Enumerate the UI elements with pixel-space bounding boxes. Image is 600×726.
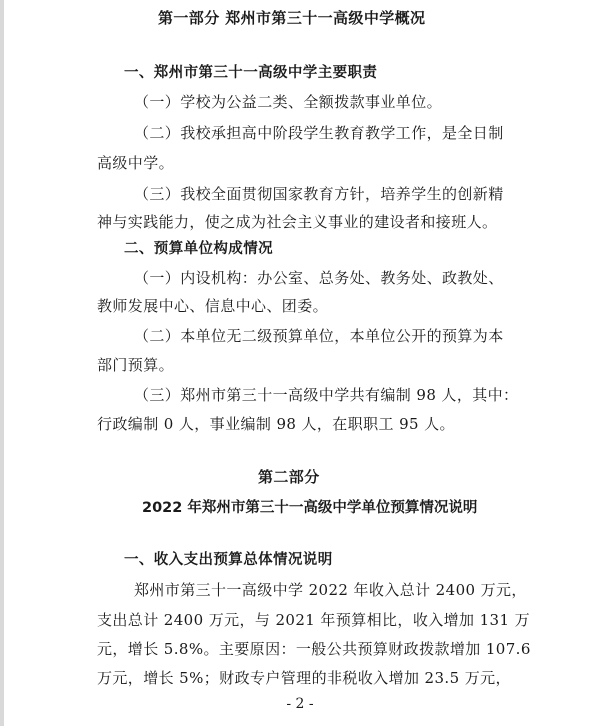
page-number: - 2 - <box>286 696 314 712</box>
paragraph-line: 万元，增长 5%；财政专户管理的非税收入增加 23.5 万元， <box>97 669 511 687</box>
paragraph-line: （二）本单位无二级预算单位，本单位公开的预算为本 <box>134 327 504 345</box>
section-heading: 一、郑州市第三十一高级中学主要职责 <box>124 65 378 81</box>
section-heading: 一、收入支出预算总体情况说明 <box>124 552 333 568</box>
paragraph-line: 教师发展中心、信息中心、团委。 <box>97 297 329 315</box>
paragraph-line: 行政编制 0 人，事业编制 98 人，在职职工 95 人。 <box>97 415 455 433</box>
paragraph-line: （三）郑州市第三十一高级中学共有编制 98 人，其中： <box>134 386 519 404</box>
paragraph-line: 部门预算。 <box>97 356 175 374</box>
paragraph-line: （二）我校承担高中阶段学生教育教学工作，是全日制 <box>134 124 504 142</box>
paragraph-line: 郑州市第三十一高级中学 2022 年收入总计 2400 万元， <box>134 581 527 599</box>
paragraph-line: （一）内设机构：办公室、总务处、教务处、政教处、 <box>134 269 504 287</box>
part2-subtitle: 2022 年郑州市第三十一高级中学单位预算情况说明 <box>142 500 478 516</box>
paragraph-line: 神与实践能力，使之成为社会主义事业的建设者和接班人。 <box>97 213 498 231</box>
part2-title: 第二部分 <box>258 468 320 486</box>
paragraph-line: （三）我校全面贯彻国家教育方针，培养学生的创新精 <box>134 185 504 203</box>
paragraph-line: 元，增长 5.8%。主要原因：一般公共预算财政拨款增加 107.6 <box>97 640 531 658</box>
paragraph-line: 支出总计 2400 万元，与 2021 年预算相比，收入增加 131 万 <box>97 611 530 629</box>
paragraph-line: 高级中学。 <box>97 154 175 172</box>
part1-title: 第一部分 郑州市第三十一高级中学概况 <box>158 9 426 27</box>
section-heading: 二、预算单位构成情况 <box>124 241 273 257</box>
paragraph-line: （一）学校为公益二类、全额拨款事业单位。 <box>134 93 443 111</box>
page-edge <box>0 0 4 726</box>
